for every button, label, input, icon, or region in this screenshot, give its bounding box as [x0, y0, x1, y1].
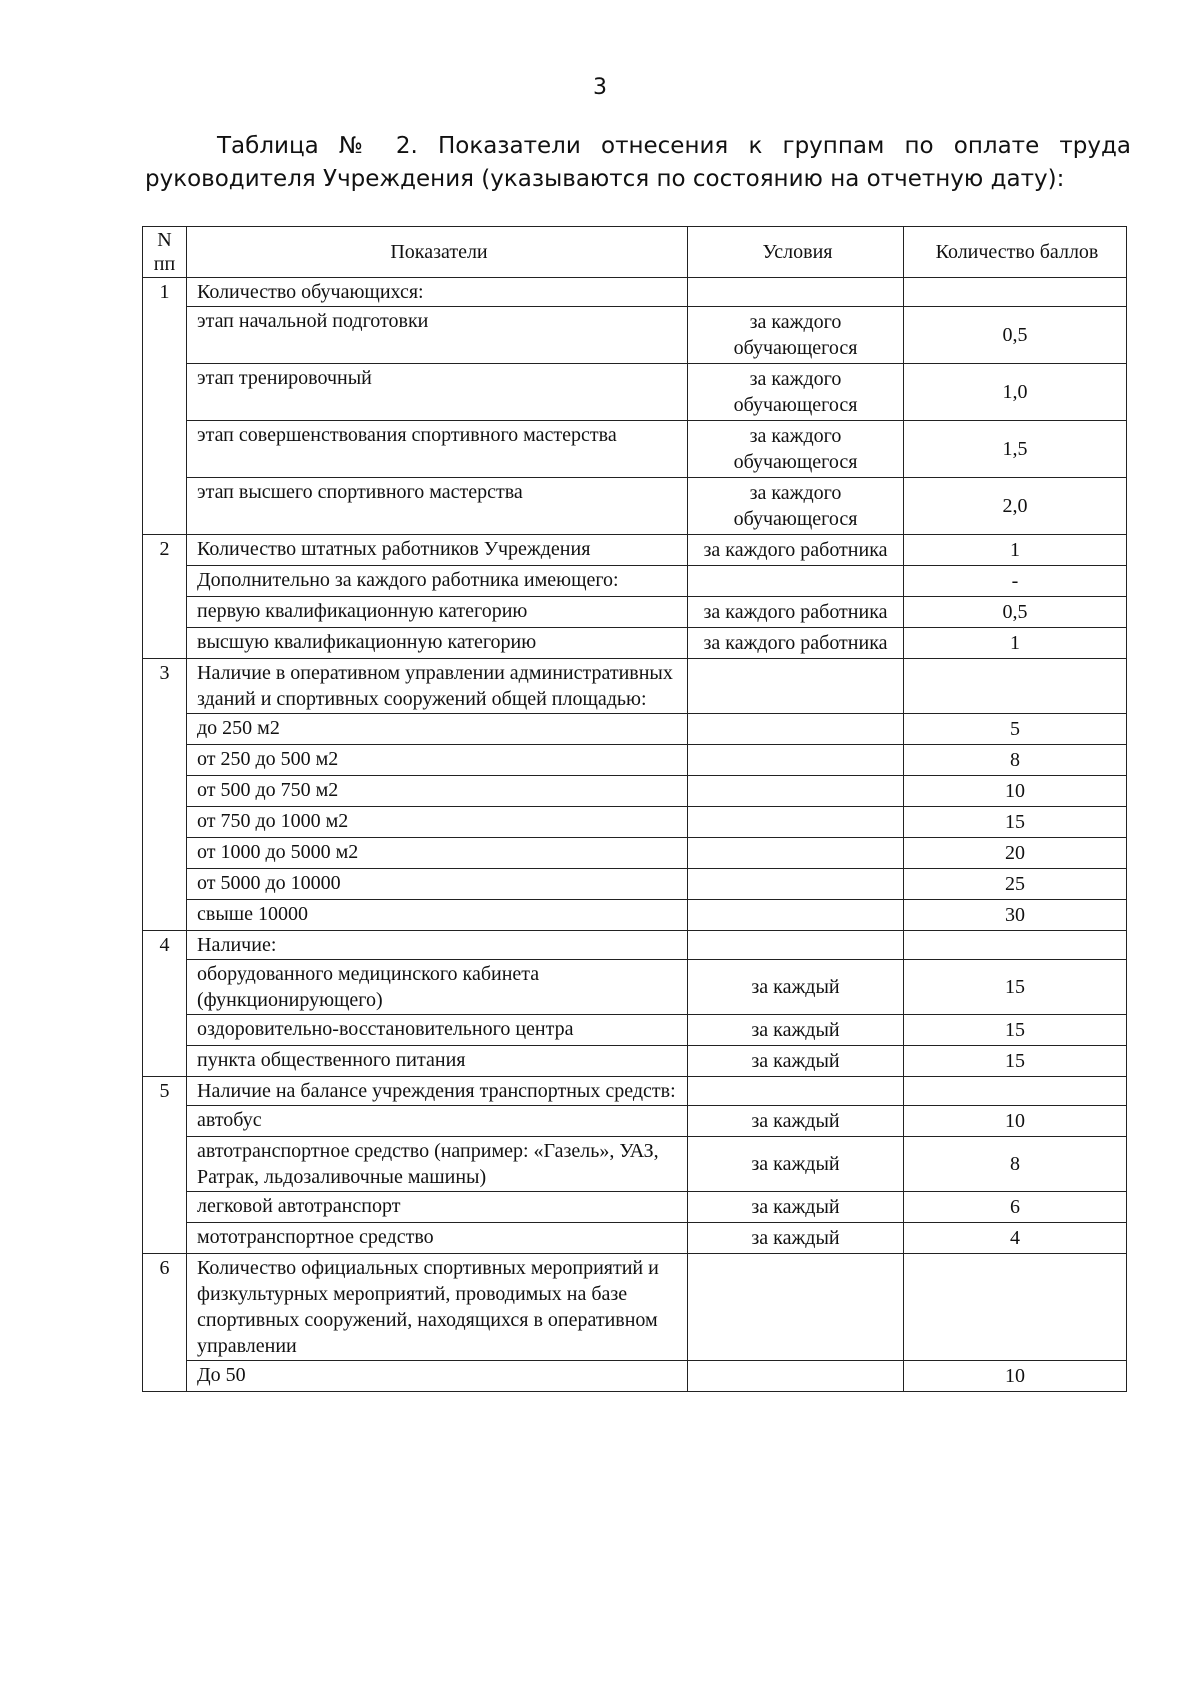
header-num: N пп — [143, 227, 187, 278]
condition-cell — [688, 838, 904, 869]
points-cell: - — [904, 566, 1127, 597]
row-number-cell — [143, 869, 187, 900]
points-cell: 1 — [904, 535, 1127, 566]
points-cell: 10 — [904, 1106, 1127, 1137]
table-row — [143, 628, 1127, 659]
page-number: 3 — [593, 75, 607, 100]
condition-cell: за каждого работника — [688, 628, 904, 659]
indicator-cell: этап тренировочный — [187, 364, 688, 421]
indicator-cell: этап начальной подготовки — [187, 307, 688, 364]
indicator-cell: оздоровительно-восстановительного центра — [187, 1015, 688, 1046]
table-header-row — [143, 227, 1127, 278]
points-cell: 0,5 — [904, 597, 1127, 628]
points-cell: 6 — [904, 1192, 1127, 1223]
table-row — [143, 745, 1127, 776]
points-cell: 2,0 — [904, 478, 1127, 535]
points-cell — [904, 1077, 1127, 1106]
group-title-row — [143, 1077, 1127, 1106]
indicator-cell: этап совершенствования спортивного мастерства — [187, 421, 688, 478]
table-row — [143, 478, 1127, 535]
points-cell — [904, 931, 1127, 960]
header-indicator: Показатели — [187, 227, 688, 278]
row-number-cell — [143, 307, 187, 364]
row-number-cell — [143, 1046, 187, 1077]
table-row — [143, 566, 1127, 597]
points-cell: 25 — [904, 869, 1127, 900]
table-row — [143, 364, 1127, 421]
points-cell: 30 — [904, 900, 1127, 931]
points-cell: 15 — [904, 807, 1127, 838]
row-number-cell: 5 — [143, 1077, 187, 1106]
condition-cell — [688, 278, 904, 307]
table-row — [143, 1361, 1127, 1392]
row-number-cell — [143, 421, 187, 478]
row-number-cell: 1 — [143, 278, 187, 307]
condition-cell: за каждый — [688, 1106, 904, 1137]
row-number-cell — [143, 1192, 187, 1223]
group-title-row — [143, 659, 1127, 714]
group-title: Количество официальных спортивных мероприятий и физкультурных мероприятий, проводимых на базе спортивных сооружений, находящихся в оперативном управлении — [187, 1254, 688, 1361]
table-body — [143, 227, 1127, 1392]
condition-cell — [688, 807, 904, 838]
points-cell: 10 — [904, 1361, 1127, 1392]
condition-cell — [688, 745, 904, 776]
indicator-cell: автобус — [187, 1106, 688, 1137]
points-cell — [904, 1254, 1127, 1361]
indicator-cell: оборудованного медицинского кабинета (функционирующего) — [187, 960, 688, 1015]
table-row — [143, 597, 1127, 628]
points-cell: 8 — [904, 1137, 1127, 1192]
condition-cell — [688, 931, 904, 960]
table-row — [143, 960, 1127, 1015]
row-number-cell — [143, 566, 187, 597]
indicator-cell: автотранспортное средство (например: «Газель», УАЗ, Ратрак, льдозаливочные машины) — [187, 1137, 688, 1192]
indicator-cell: мототранспортное средство — [187, 1223, 688, 1254]
group-title-row — [143, 931, 1127, 960]
group-title: Количество штатных работников Учреждения — [187, 535, 688, 566]
points-cell: 15 — [904, 1046, 1127, 1077]
indicator-cell: Дополнительно за каждого работника имеющего: — [187, 566, 688, 597]
condition-cell: за каждый — [688, 1046, 904, 1077]
row-number-cell: 2 — [143, 535, 187, 566]
condition-cell — [688, 776, 904, 807]
row-number-cell — [143, 900, 187, 931]
condition-cell — [688, 1361, 904, 1392]
condition-cell: за каждого обучающегося — [688, 478, 904, 535]
indicator-cell: от 1000 до 5000 м2 — [187, 838, 688, 869]
points-cell: 5 — [904, 714, 1127, 745]
row-number-cell — [143, 776, 187, 807]
points-cell: 10 — [904, 776, 1127, 807]
table-row — [143, 1015, 1127, 1046]
row-number-cell — [143, 1223, 187, 1254]
table-row — [143, 1137, 1127, 1192]
condition-cell — [688, 1254, 904, 1361]
table-caption: Таблица № 2. Показатели отнесения к группам по оплате труда руководителя Учреждения (указываются по состоянию на отчетную дату): — [145, 133, 1131, 192]
condition-cell: за каждого обучающегося — [688, 421, 904, 478]
row-number-cell — [143, 1106, 187, 1137]
points-cell — [904, 278, 1127, 307]
table-row — [143, 807, 1127, 838]
condition-cell — [688, 714, 904, 745]
indicator-cell: До 50 — [187, 1361, 688, 1392]
indicator-cell: этап высшего спортивного мастерства — [187, 478, 688, 535]
indicators-table — [142, 226, 1127, 1392]
group-title-row — [143, 278, 1127, 307]
row-number-cell — [143, 960, 187, 1015]
table-row — [143, 714, 1127, 745]
points-cell — [904, 659, 1127, 714]
row-number-cell — [143, 628, 187, 659]
table-row — [143, 421, 1127, 478]
group-title: Наличие на балансе учреждения транспортных средств: — [187, 1077, 688, 1106]
row-number-cell — [143, 1137, 187, 1192]
table-row — [143, 838, 1127, 869]
group-title: Наличие в оперативном управлении административных зданий и спортивных сооружений общей площадью: — [187, 659, 688, 714]
condition-cell — [688, 900, 904, 931]
table-row — [143, 1106, 1127, 1137]
condition-cell — [688, 869, 904, 900]
row-number-cell — [143, 807, 187, 838]
row-number-cell: 6 — [143, 1254, 187, 1361]
points-cell: 8 — [904, 745, 1127, 776]
row-number-cell — [143, 745, 187, 776]
table-row — [143, 869, 1127, 900]
indicator-cell: свыше 10000 — [187, 900, 688, 931]
points-cell: 1 — [904, 628, 1127, 659]
table-row — [143, 1223, 1127, 1254]
condition-cell — [688, 1077, 904, 1106]
row-number-cell — [143, 597, 187, 628]
table-row — [143, 776, 1127, 807]
condition-cell — [688, 566, 904, 597]
row-number-cell — [143, 714, 187, 745]
condition-cell: за каждый — [688, 1192, 904, 1223]
header-conditions: Условия — [688, 227, 904, 278]
points-cell: 15 — [904, 960, 1127, 1015]
indicator-cell: от 250 до 500 м2 — [187, 745, 688, 776]
row-number-cell: 3 — [143, 659, 187, 714]
condition-cell: за каждый — [688, 1015, 904, 1046]
row-number-cell — [143, 1361, 187, 1392]
indicator-cell: до 250 м2 — [187, 714, 688, 745]
indicator-cell: от 5000 до 10000 — [187, 869, 688, 900]
row-number-cell — [143, 838, 187, 869]
group-title: Количество обучающихся: — [187, 278, 688, 307]
table-row — [143, 1192, 1127, 1223]
table-row — [143, 1046, 1127, 1077]
points-cell: 0,5 — [904, 307, 1127, 364]
indicator-cell: пункта общественного питания — [187, 1046, 688, 1077]
points-cell: 1,0 — [904, 364, 1127, 421]
condition-cell: за каждого обучающегося — [688, 307, 904, 364]
table-row — [143, 307, 1127, 364]
group-title-row — [143, 1254, 1127, 1361]
row-number-cell — [143, 364, 187, 421]
condition-cell: за каждого работника — [688, 535, 904, 566]
points-cell: 15 — [904, 1015, 1127, 1046]
header-points: Количество баллов — [904, 227, 1127, 278]
condition-cell: за каждый — [688, 1137, 904, 1192]
table-row — [143, 900, 1127, 931]
row-number-cell — [143, 1015, 187, 1046]
group-title-row — [143, 535, 1127, 566]
indicator-cell: от 500 до 750 м2 — [187, 776, 688, 807]
condition-cell: за каждого работника — [688, 597, 904, 628]
indicator-cell: первую квалификационную категорию — [187, 597, 688, 628]
condition-cell — [688, 659, 904, 714]
condition-cell: за каждого обучающегося — [688, 364, 904, 421]
points-cell: 4 — [904, 1223, 1127, 1254]
points-cell: 20 — [904, 838, 1127, 869]
indicator-cell: от 750 до 1000 м2 — [187, 807, 688, 838]
group-title: Наличие: — [187, 931, 688, 960]
condition-cell: за каждый — [688, 1223, 904, 1254]
row-number-cell: 4 — [143, 931, 187, 960]
condition-cell: за каждый — [688, 960, 904, 1015]
indicator-cell: высшую квалификационную категорию — [187, 628, 688, 659]
indicator-cell: легковой автотранспорт — [187, 1192, 688, 1223]
points-cell: 1,5 — [904, 421, 1127, 478]
row-number-cell — [143, 478, 187, 535]
